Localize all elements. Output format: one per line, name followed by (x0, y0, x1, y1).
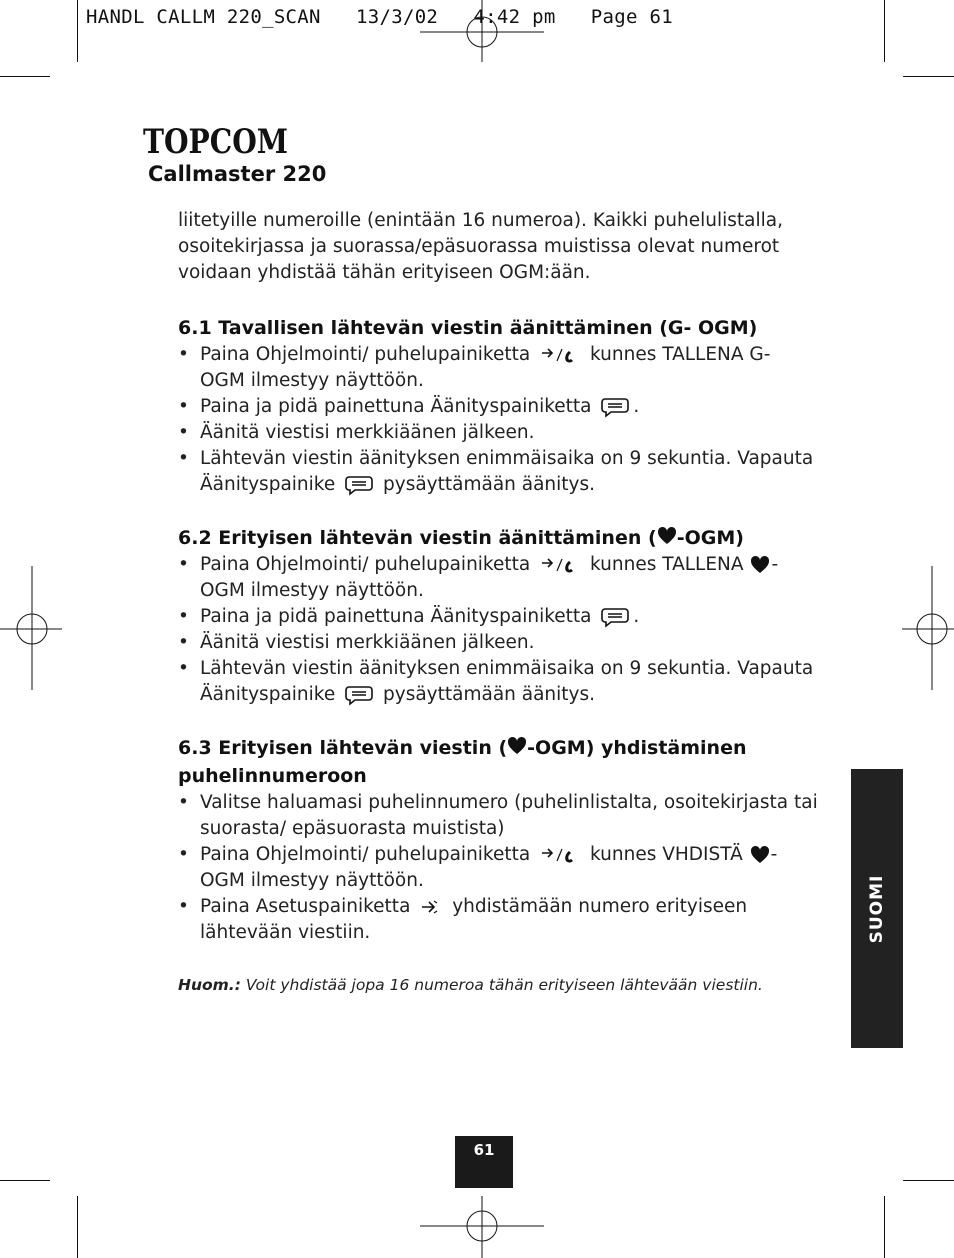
list-item: • Paina Ohjelmointi/ puhelupainiketta kunnes TALLENA G- OGM ilmestyy näyttöön. (178, 342, 818, 394)
section-heading-6-3: 6.3 Erityisen lähtevän viestin ( -OGM) yhdistäminen puhelinnumeroon (178, 737, 747, 787)
list-item: • Lähtevän viestin äänityksen enimmäisaika on 9 sekuntia. Vapauta Äänityspainike pysäyttämään äänitys. (178, 446, 818, 498)
speech-bubble-icon (345, 684, 373, 706)
speech-bubble-icon (345, 474, 373, 496)
heart-icon (507, 737, 527, 755)
list-item: • Valitse haluamasi puhelinnumero (puhelinlistalta, osoitekirjasta tai suorasta/ epäsuorasta muistista) (178, 790, 818, 842)
program-call-icon (540, 555, 580, 575)
list-item: • Paina Asetuspainiketta yhdistämään numero erityiseen lähtevään viestiin. (178, 894, 818, 946)
speech-bubble-icon (601, 396, 629, 418)
page-number-box (455, 1136, 513, 1188)
list-item: • Paina ja pidä painettuna Äänityspainiketta . (178, 394, 818, 420)
program-call-icon (540, 345, 580, 365)
heart-icon (657, 527, 677, 545)
program-call-icon (540, 845, 580, 865)
heart-icon (750, 556, 770, 574)
list-item: • Paina Ohjelmointi/ puhelupainiketta kunnes VHDISTÄ -OGM ilmestyy näyttöön. (178, 842, 818, 894)
list-item: • Lähtevän viestin äänityksen enimmäisaika on 9 sekuntia. Vapauta Äänityspainike pysäyttämään äänitys. (178, 656, 818, 708)
print-header: HANDL CALLM 220_SCAN 13/3/02 4:42 pm Page 61 (86, 6, 673, 28)
language-tab-label: SUOMI (867, 874, 887, 943)
list-item: • Paina ja pidä painettuna Äänityspainiketta . (178, 604, 818, 630)
language-tab (851, 769, 903, 1048)
list-item: • Paina Ohjelmointi/ puhelupainiketta kunnes TALLENA -OGM ilmestyy näyttöön. (178, 552, 818, 604)
note-label: Huom.: (178, 976, 241, 994)
logo-wordmark: TOPCOM (143, 122, 288, 162)
section-list-6-3 (178, 790, 818, 946)
section-heading-6-1: 6.1 Tavallisen lähtevän viestin äänittäminen (G- OGM) (178, 317, 758, 339)
section-heading-6-2: 6.2 Erityisen lähtevän viestin äänittäminen ( -OGM) (178, 527, 744, 549)
page-number: 61 (473, 1141, 495, 1159)
section-list-6-1 (178, 342, 818, 498)
section-list-6-2 (178, 552, 818, 708)
heart-icon (750, 846, 770, 864)
list-item: • Äänitä viestisi merkkiäänen jälkeen. (178, 420, 818, 446)
model-name: Callmaster 220 (148, 162, 327, 186)
topcom-logo (143, 122, 293, 162)
list-item: • Äänitä viestisi merkkiäänen jälkeen. (178, 630, 818, 656)
note-text: Voit yhdistää jopa 16 numeroa tähän erityiseen lähtevään viestiin. (245, 976, 763, 994)
settings-arrow-icon (420, 898, 442, 916)
intro-paragraph: liitetyille numeroille (enintään 16 numeroa). Kaikki puhelulistalla, osoitekirjassa ja suorassa/epäsuorassa muistissa olevat numerot voidaan yhdistää tähän erityiseen OGM:ään. (178, 210, 783, 283)
speech-bubble-icon (601, 606, 629, 628)
page-content (178, 208, 818, 998)
note (178, 972, 818, 998)
